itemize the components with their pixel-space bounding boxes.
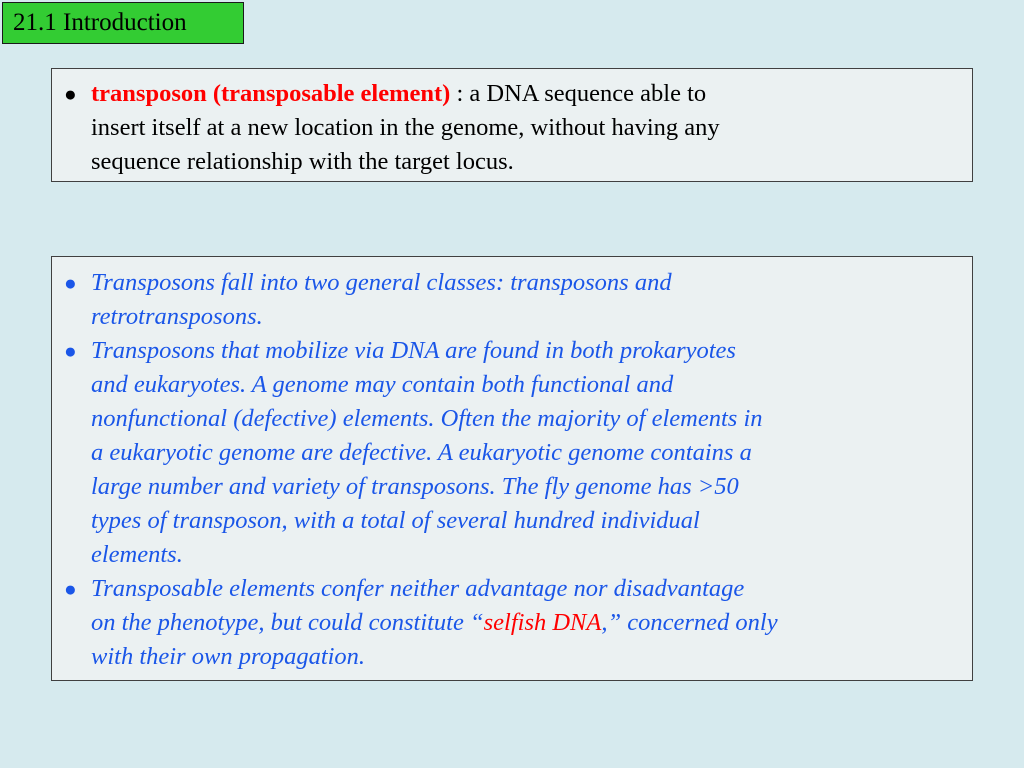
definition-paragraph bbox=[52, 77, 972, 179]
definition-text: : a DNA sequence able to bbox=[450, 80, 707, 107]
point-2-line-7: elements. bbox=[91, 541, 183, 568]
point-2-line-1: Transposons that mobilize via DNA are found in both prokaryotes bbox=[91, 337, 736, 364]
point-2-line-3: nonfunctional (defective) elements. Often the majority of elements in bbox=[91, 405, 763, 432]
point-1 bbox=[52, 266, 972, 334]
point-3-line-1: Transposable elements confer neither advantage nor disadvantage bbox=[91, 575, 745, 602]
point-3-text-before: on the phenotype, but could constitute “ bbox=[91, 609, 484, 636]
bullet-icon: ● bbox=[64, 577, 77, 601]
point-3-line-2 bbox=[91, 606, 972, 640]
definition-line-1 bbox=[91, 77, 972, 111]
definition-line-3: sequence relationship with the target locus. bbox=[91, 148, 514, 175]
point-1-line-2: retrotransposons. bbox=[91, 303, 263, 330]
point-2-line-4: a eukaryotic genome are defective. A eukaryotic genome contains a bbox=[91, 439, 752, 466]
point-2-line-5: large number and variety of transposons. The fly genome has >50 bbox=[91, 473, 739, 500]
point-1-line-1: Transposons fall into two general classes: transposons and bbox=[91, 269, 672, 296]
classes-box bbox=[51, 256, 973, 681]
point-2-line-6: types of transposon, with a total of several hundred individual bbox=[91, 507, 700, 534]
point-2-line-2: and eukaryotes. A genome may contain both functional and bbox=[91, 371, 674, 398]
bullet-icon: ● bbox=[64, 271, 77, 295]
point-3-text-after: ,” concerned only bbox=[601, 609, 778, 636]
bullet-icon: ● bbox=[64, 82, 77, 106]
point-3-line-3: with their own propagation. bbox=[91, 643, 366, 670]
selfish-dna-highlight: selfish DNA bbox=[483, 609, 602, 636]
definition-term: transposon (transposable element) bbox=[91, 80, 451, 107]
point-2 bbox=[52, 334, 972, 572]
definition-line-2: insert itself at a new location in the genome, without having any bbox=[91, 114, 720, 141]
slide-title: 21.1 Introduction bbox=[2, 2, 244, 44]
point-3 bbox=[52, 572, 972, 674]
definition-box bbox=[51, 68, 973, 182]
bullet-icon: ● bbox=[64, 339, 77, 363]
